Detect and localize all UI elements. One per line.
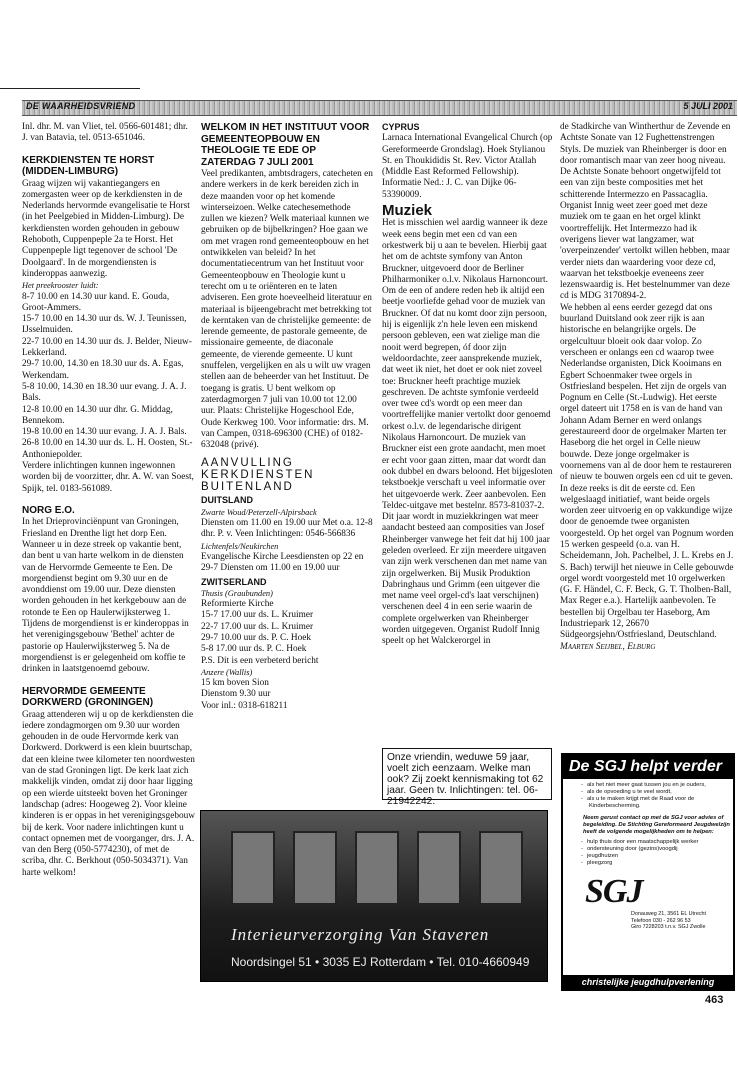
muziek-text: Het is misschien wel aardig wanneer ik deze week eens begin met een cd van een orkestwerk bij u aan te bevelen. Hierbij gaat het om de achtste symfony van Anton Bruckner, uitgevoerd door de Berliner Philharmoniker o.l.v. Nikolaus Harnoncourt. Om de een of andere reden heb ik altijd een beetje voorliefde gehad voor de muziek van Bruckner. Of dat nu komt door zijn persoon, hij is eigenlijk z'n hele leven een miskend persoon gebleven, een wat zielige man die nooit werd begrepen, óf door zijn weldoordachte, zeer aansprekende muziek, dat weet ik niet, het doet er ook niet zoveel toe: Bruckner heeft prachtige muziek geschreven. De achtste symfonie verdeeld over twee cd's wordt op een meer dan voortreffelijke manier vertolkt door genoemd orkest o.l.v. de legendarische dirigent Nikolaus Harnoncourt. De muziek van Bruckner eist een grote aandacht, men moet er echt voor gaan zitten, maar dat wordt dan ook dubbel en dwars beloond. Het bijgesloten tekstboekje verschaft u veel informatie over het uitgevoerde werk. Zeer aanbevolen. Een Teldec-uitgave met bestelnr. 8573-81037-2. (382, 218, 553, 511)
list-item: - als het niet meer gaat tussen jou en je ouders, (589, 782, 733, 789)
anzere-line: 15 km boven Sion (201, 678, 269, 689)
publication-name: DE WAARHEIDSVRIEND (26, 101, 136, 111)
list-item: - ondersteuning door (gezins)voogdij (589, 846, 733, 853)
column-1 (22, 122, 196, 879)
sgj-note: Neem gerust contact op met de SGJ voor advies of begeleiding. De Stichting Gereformeerd Jeugdwelzijn heeft de volgende mogelijkheden om te helpen: (583, 815, 730, 835)
place-thusis: Thusis (Graubunden) (201, 588, 273, 598)
list-item: - als de opvoeding u te veel wordt, (589, 789, 733, 796)
list-item: - pleegzorg (589, 860, 733, 867)
sgj-title: De SGJ helpt verder (563, 755, 733, 779)
window (355, 831, 399, 905)
list-item: - als u te maken krijgt met de Raad voor de Kinderbescherming. (589, 796, 733, 810)
shop-windows (231, 831, 523, 905)
sgj-bullets-1 (563, 782, 733, 810)
thusis-line: 15-7 17.00 uur ds. L. Kruimer (201, 610, 314, 621)
rooster-item: 19-8 10.00 en 14.30 uur evang. J. A. J. Bals. (22, 427, 187, 438)
address-line: Donauweg 21, 3561 EL Utrecht (631, 911, 707, 917)
photo-banner-title: Interieurverzorging Van Staveren (231, 925, 490, 944)
norg-text: In het Drieprovinciënpunt van Groningen, Friesland en Drenthe ligt het dorp Een. Wanneer u in deze streek op vakantie bent, dan bent u van harte welkom in de diensten van de Hervormde Gemeente te Een. De morgendienst begint om 9.30 uur en de avonddienst om 19.00 uur. Deze diensten worden gehouden in het kerkgebouw aan de rotonde te Een op Haulerwijksterweg 1. Tijdens de morgendienst is er kinderoppas in het verenigingsgebouw 'Bethel' achter de pastorie op Haulerwijksterweg 5. Na de morgendienst is er gelegenheid om koffie te drinken in laatstgenoemd gebouw. (22, 517, 189, 675)
page-header (22, 100, 737, 116)
aanvulling-heading: AANVULLING KERKDIENSTEN BUITENLAND (201, 457, 315, 494)
sgj-logo: SGJ (585, 873, 643, 910)
thusis-line: 5-8 17.00 uur ds. P. C. Hoek (201, 644, 307, 655)
column-3 (382, 122, 554, 648)
rooster-item: 26-8 10.00 en 14.30 uur ds. L. H. Oosten, St.-Anthoniepolder. (22, 438, 193, 460)
thusis-line: 22-7 17.00 uur ds. L. Kruimer (201, 621, 314, 632)
sgj-footer: christelijke jeugdhulpverlening (563, 975, 733, 989)
list-item: - hulp thuis door een maatschappelijk werker (589, 839, 733, 846)
issue-date: 5 JULI 2001 (683, 101, 733, 111)
thusis-line: P.S. Dit is een verbeterd bericht (201, 655, 319, 666)
sgj-address (563, 911, 733, 931)
rooster-item: 29-7 10.00, 14.30 en 18.30 uur ds. A. Egas, Werkendam. (22, 359, 184, 381)
ede-heading: WELKOM IN HET INSTITUUT VOOR GEMEENTEOPBOUW EN THEOLOGIE TE EDE OP ZATERDAG 7 JULI 2001 (201, 122, 370, 168)
window (293, 831, 337, 905)
address-line: Giro 7228203 t.n.v. SGJ Zwolle (631, 924, 706, 930)
dorkwerd-heading: HERVORMDE GEMEENTE DORKWERD (GRONINGEN) (22, 685, 154, 709)
lichtenfels-text: Evangelische Kirche Leesdiensten op 22 en 29-7 Diensten om 11.00 en 19.00 uur (201, 551, 364, 574)
column-2 (201, 122, 373, 712)
sgj-bullets-2 (563, 839, 733, 867)
rooster-item: 15-7 10.00 en 14.30 uur ds. W. J. Teunissen, IJsselmuiden. (22, 314, 187, 336)
address-line: Telefoon 030 - 262 96 53 (631, 917, 691, 924)
top-rule (0, 88, 140, 89)
personal-advert: Onze vriendin, weduwe 59 jaar, voelt zich eenzaam. Welke man ook? Zij zoekt kennismaking tot 62 jaar. Geen tv. Inlichtingen: tel. 06-21942242. (382, 748, 552, 800)
page-number: 463 (705, 994, 724, 1006)
intro-text: Inl. dhr. M. van Vliet, tel. 0566-601481; dhr. J. van Batavia, tel. 0513-651046. (22, 122, 188, 144)
country-zwitserland: ZWITSERLAND (201, 576, 267, 587)
rooster-item: 12-8 10.00 en 14.30 uur dhr. G. Middag, Bennekom. (22, 404, 173, 426)
norg-heading: NORG E.O. (22, 504, 75, 516)
place-lichtenfels: Lichtenfels/Neukirchen (201, 541, 279, 551)
shopfront-photo-advert (200, 810, 548, 982)
photo-banner-address: Noordsingel 51 • 3035 EJ Rotterdam • Tel. 010-4660949 (231, 955, 530, 969)
horst-heading: KERKDIENSTEN TE HORST (MIDDEN-LIMBURG) (22, 154, 155, 178)
muziek-heading: Muziek (382, 202, 433, 220)
thusis-line: 29-7 10.00 uur ds. P. C. Hoek (201, 632, 312, 643)
anzere-line: Dienstom 9.30 uur (201, 689, 271, 700)
rooster-item: 5-8 10.00, 14.30 en 18.30 uur evang. J. A. J. Bals. (22, 381, 187, 404)
window (417, 831, 461, 905)
column-4 (560, 122, 734, 653)
horst-close: Verdere inlichtingen kunnen ingewonnen worden bij de voorzitter, dhr. A. W. van Soest, Spijk, tel. 0183-561089. (22, 461, 194, 494)
country-cyprus: CYPRUS (382, 122, 420, 132)
col4-text-1: de Stadkirche van Wintherthur de Zevende en Achtste Sonate van 12 Fughettenstrengen Styls. De muziek van Rheinberger is door en door romantisch maar van zeer hoog niveau. De Achtste Sonate behoort ongetwijfeld tot een van zijn beste composities met het schitterende Intermezzo en Passacaglia. Organist Innig weet zeer goed met deze muziek om te gaan en het orgel klinkt voortreffelijk. Het Intermezzo had ik overigens liever wat langzamer, wat 'overpeinzender' vertolkt willen hebben, maar verder niets dan waardering voor deze cd, waarvan het tekstboekje eveneens zeer lezenswaardig is. Het bestelnummer van deze cd is MDG 3170894-2. (560, 122, 731, 302)
rooster-item: 22-7 10.00 en 14.30 uur ds. J. Belder, Nieuw-Lekkerland. (22, 336, 192, 359)
zwarte-text: Diensten om 11.00 en 19.00 uur Met o.a. 12-8 dhr. P. v. Veen Inlichtingen: 0546-566836 (201, 518, 373, 540)
list-item: - jeugdhuizen (589, 853, 733, 860)
rooster-label: Het preekrooster luidt: (22, 281, 99, 291)
muziek-text-2: Dit jaar wordt in muziekkringen wat meer aandacht besteed aan composities van Josef Rheinberger vanwege het feit dat hij 100 jaar geleden overleed. Er zijn meerdere uitgaven van zijn werk verschenen dan met name van zijn orgelwerken. Bij Musik Produktion Dabringhaus und Grimm (een uitgever die met name veel orgel-cd's laat verschijnen) verschenen deel 4 in een serie waarin de complete orgelwerken van Rheinberger worden uitgegeven. Organist Rudolf Innig speelt op het Walckerorgel in (382, 512, 550, 647)
dorkwerd-text: Graag attenderen wij u op de kerkdiensten die iedere zondagmorgen om 9.30 uur worden gehouden in de oude Hervormde kerk van Dorkwerd. Dorkwerd is een klein buurtschap, dat een kleine twee kilometer ten noordwesten van de stad Groningen ligt. De kerk laat zich makkelijk vinden, omdat zij door haar ligging op een wierde uitsteekt boven het Groninger landschap (adres: Hoogeweg 2). Voor kleine kinderen is er oppas in het verenigingsgebouw bij de kerk. Voor nadere inlichtingen kunt u contact opnemen met de voorganger, drs. J. A. van den Berg (050-5774230), of met de scriba, dhr. C. Berkhout (050-5034371). Van harte welkom! (22, 709, 195, 878)
window (479, 831, 523, 905)
place-anzere: Anzere (Wallis) (201, 667, 253, 677)
rooster-item: 8-7 10.00 en 14.30 uur kand. E. Gouda, Groot-Ammers. (22, 291, 170, 313)
col4-text-2: We hebben al eens eerder gezegd dat ons buurland Duitsland ook zeer rijk is aan historische en belangrijke orgels. De orgelcultuur bloeit ook daar volop. Zo verscheen er onlangs een cd waarop twee Nederlandse organisten, Dick Kooimans en Egbert Schoenmaker twee orgels in Ostfriesland bespelen. Het zijn de orgels van Pognum en Celle (St.-Ludwig). Het eerste orgel dateert uit 1758 en is van de hand van Johann Adam Berner en werd onlangs gerestaureerd door de orgelmaker Marten ter Haseborg die het orgel in Celle nieuw bouwde. Deze jonge orgelmaker is voornemens van al de door hem te restaureren of nieuw te bouwen orgels een cd uit te geven. In deze reeks is dit de eerste cd. Een welgeslaagd initiatief, want beide orgels worden zeer uitvoerig en op vakkundige wijze door de genoemde twee organisten voorgesteld. Op het orgel van Pognum worden 15 werken gespeeld (o.a. van H. Scheidemann, Joh. Pachelbel, J. L. Krebs en J. S. Bach) terwijl het nieuwe in Celle gebouwde orgel wordt voorgesteld met 10 orgelwerken (G. F. Händel, C. F. Beck, G. T. Tholben-Ball, Max Reger e.a.). Hartelijk aanbevolen. Te bestellen bij Orgelbau ter Haseborg, Am Industriepark 12, 26670 Südgeorgsjehn/Ostfriesland, Deutschland. (560, 302, 734, 641)
horst-text: Graag wijzen wij vakantiegangers en zomergasten weer op de kerkdiensten in de Nederlands hervormde evangelisatie te Horst (in het Peelgebied in Midden-Limburg). De kerkdiensten worden gehouden in gebouw Rehoboth, Cuppenpeple 2a te Horst. Het Cuppenpeple ligt tegenover de school 'De Doolgaard'. In de morgendiensten is kinderoppas aanwezig. (22, 178, 190, 279)
cyprus-text: Larnaca International Evangelical Church (op Gereformeerde Grondslag). Hoek Stylianou St. en Thoukididis St. Rev. Victor Atallah (Middle East Reformed Fellowship). Informatie Ned.: J. C. van Dijke 06-53390009. (382, 133, 553, 200)
sgj-advert (561, 753, 735, 991)
window (231, 831, 275, 905)
thusis-line: Reformierte Kirche (201, 599, 274, 610)
anzere-line: Voor inl.: 0318-618211 (201, 700, 288, 711)
rooster-list (22, 292, 196, 461)
place-zwarte-woud: Zwarte Woud/Peterzell-Alpirsback (201, 507, 317, 517)
country-duitsland: DUITSLAND (201, 495, 253, 506)
ede-text: Veel predikanten, ambtsdragers, catecheten en andere werkers in de kerk bereiden zich in deze maanden voor op het komende winterseizoen. Welke catechesemethode zullen we kiezen? Welk materiaal kunnen we gebruiken op de bijbelkringen? Hoe gaan we om met vragen rond gemeenteopbouw en het ontwikkelen van beleid? In het documentatiecentrum van het Instituut voor Gemeenteopbouw en Theologie kunt u terecht om u te oriënteren en te laten adviseren. Een grote hoeveelheid literatuur en materiaal is bijeengebracht met betrekking tot de kerntaken van de christelijke gemeente: de lerende gemeente, de pastorale gemeente, de missionaire gemeente, de diaconale gemeente, de vierende gemeente. U kunt snuffelen, vergelijken en als u wilt uw vragen stellen aan de beheerder van het Instituut. De toegang is gratis. U bent welkom op zaterdagmorgen 7 juli van 10.00 tot 12.00 uur. Plaats: Christelijke Hogeschool Ede, Oude Kerkweg 100. Voor informatie: drs. M. van Campen, 0318-696300 (CHE) of 0182-632048 (privé). (201, 169, 373, 451)
author-signature: Maarten Seijbel, Elburg (560, 641, 656, 652)
